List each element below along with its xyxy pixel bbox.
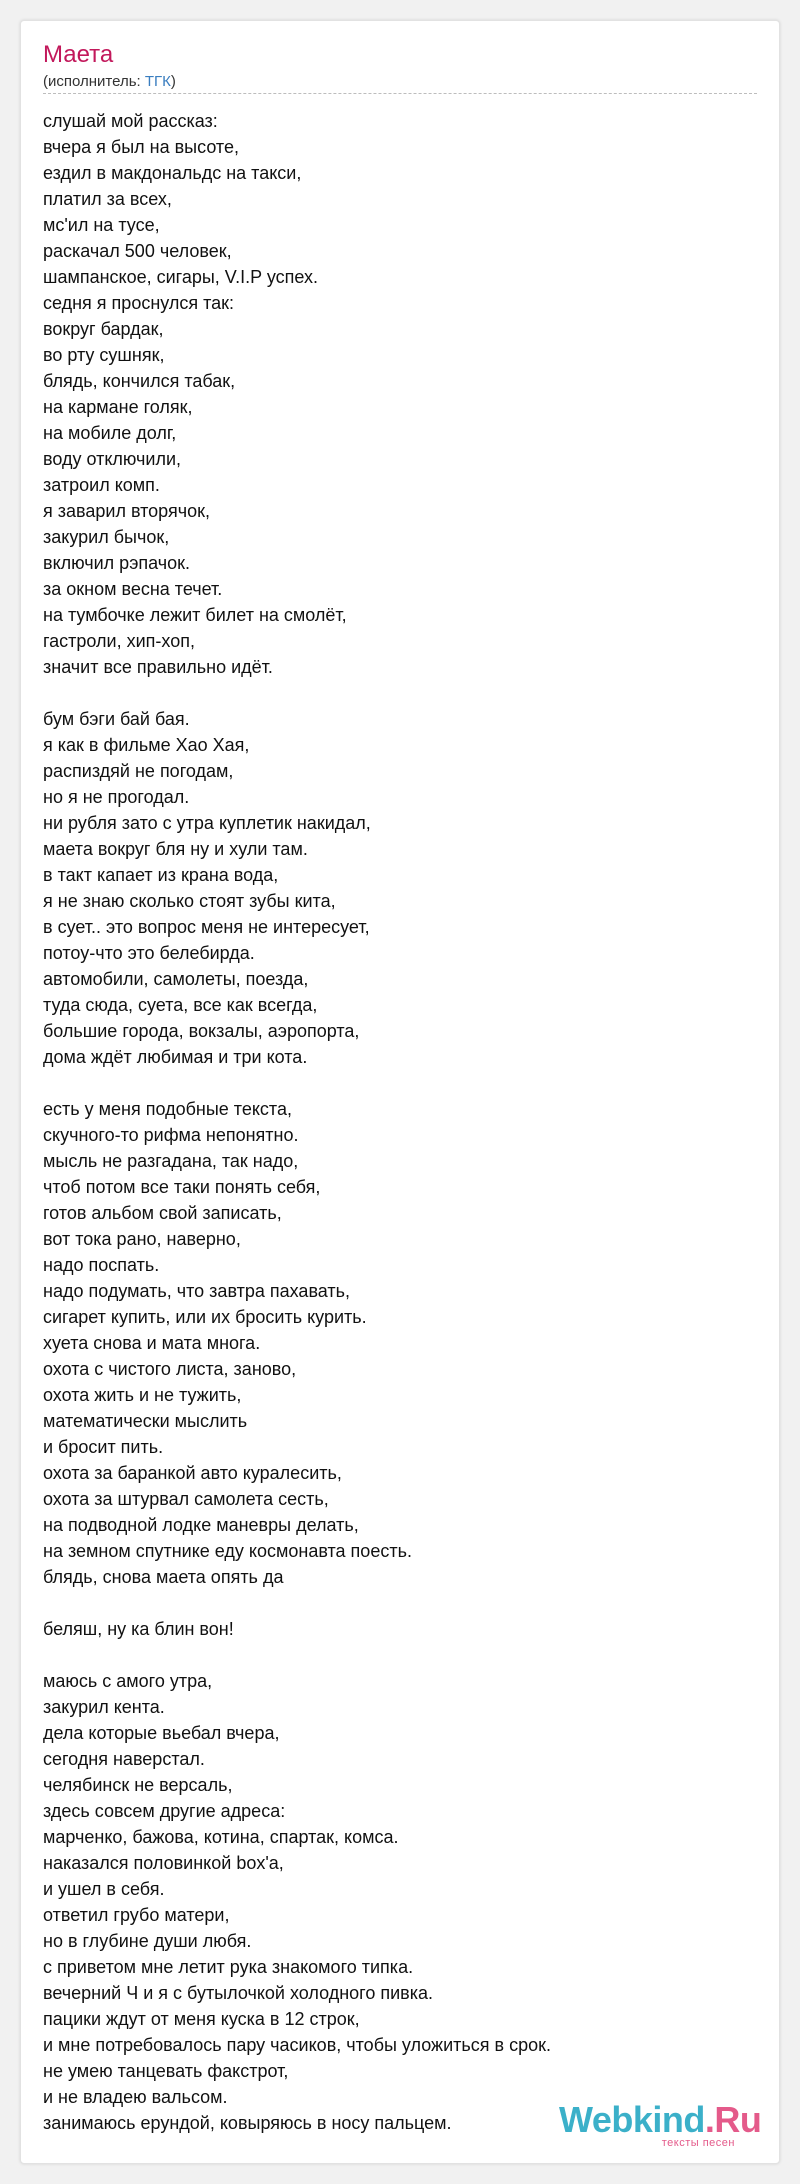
lyrics-line: на подводной лодке маневры делать, [43,1515,359,1535]
lyrics-line: вокруг бардак, [43,319,164,339]
lyrics-line: скучного-то рифма непонятно. [43,1125,299,1145]
lyrics-line: ни рубля зато с утра куплетик накидал, [43,813,371,833]
lyrics-line: большие города, вокзалы, аэропорта, [43,1021,360,1041]
lyrics-line: я как в фильме Хао Хая, [43,735,250,755]
lyrics-line: есть у меня подобные текста, [43,1099,292,1119]
lyrics-stanza [43,706,743,1070]
lyrics-line: ездил в макдональдс на такси, [43,163,302,183]
lyrics-stanza [43,108,743,680]
lyrics-line: и мне потребовалось пару часиков, чтобы уложиться в срок. [43,2035,551,2055]
webkind-logo [559,2099,762,2157]
lyrics-line: шампанское, сигары, V.I.P успех. [43,267,319,287]
lyrics-line: но я не прогодал. [43,787,190,807]
lyrics-line: дома ждёт любимая и три кота. [43,1047,308,1067]
lyrics-line: надо подумать, что завтра пахавать, [43,1281,351,1301]
lyrics-line: седня я проснулся так: [43,293,235,313]
lyrics-line: сигарет купить, или их бросить курить. [43,1307,367,1327]
lyrics-line: закурил кента. [43,1697,165,1717]
lyrics-line: ответил грубо матери, [43,1905,230,1925]
lyrics-line: занимаюсь ерундой, ковыряюсь в носу пальцем. [43,2113,452,2133]
lyrics-line: мысль не разгадана, так надо, [43,1151,299,1171]
lyrics-line: в сует.. это вопрос меня не интересует, [43,917,370,937]
lyrics-line: и ушел в себя. [43,1879,165,1899]
lyrics-line: чтоб потом все таки понять себя, [43,1177,321,1197]
lyrics-line: распиздяй не погодам, [43,761,234,781]
lyrics-line: охота жить и не тужить, [43,1385,242,1405]
lyrics-line: но в глубине души любя. [43,1931,252,1951]
lyrics-line: вчера я был на высоте, [43,137,239,157]
lyrics-line: с приветом мне летит рука знакомого типка. [43,1957,414,1977]
lyrics-line: охота с чистого листа, заново, [43,1359,297,1379]
lyrics-line: хуета снова и мата многа. [43,1333,261,1353]
lyrics-line: автомобили, самолеты, поезда, [43,969,309,989]
lyrics-line: потоу-что это белебирда. [43,943,255,963]
performer-line [43,73,176,91]
lyrics-line: на кармане голяк, [43,397,193,417]
lyrics-line: не умею танцевать факстрот, [43,2061,289,2081]
lyrics-line: закурил бычок, [43,527,170,547]
lyrics-line: блядь, снова маета опять да [43,1567,284,1587]
lyrics-line: маюсь с амого утра, [43,1671,213,1691]
lyrics-line: вечерний Ч и я с бутылочкой холодного пивка. [43,1983,433,2003]
logo-wordmark [559,2099,761,2141]
logo-tld: .Ru [704,2099,762,2140]
performer-prefix: (исполнитель: [43,73,145,90]
lyrics-line: охота за штурвал самолета сесть, [43,1489,329,1509]
lyrics-line: математически мыслить [43,1411,248,1431]
lyrics-line: слушай мой рассказ: [43,111,218,131]
lyrics-line: во рту сушняк, [43,345,165,365]
lyrics-card [20,20,780,2164]
lyrics-line: значит все правильно идёт. [43,657,273,677]
lyrics-line: наказался половинкой box'a, [43,1853,284,1873]
lyrics-line: на тумбочке лежит билет на смолёт, [43,605,347,625]
lyrics-line: за окном весна течет. [43,579,223,599]
lyrics-line: готов альбом свой записать, [43,1203,282,1223]
lyrics-line: челябинск не версаль, [43,1775,233,1795]
lyrics-line: здесь совсем другие адреса: [43,1801,286,1821]
lyrics-line: дела которые вьебал вчера, [43,1723,280,1743]
performer-suffix: ) [170,73,176,90]
lyrics-line: вот тока рано, наверно, [43,1229,241,1249]
lyrics-line: надо поспать. [43,1255,160,1275]
lyrics-line: марченко, бажова, котина, спартак, комса. [43,1827,399,1847]
lyrics-line: мс'ил на тусе, [43,215,160,235]
logo-tagline: тексты песен [661,2137,735,2149]
lyrics-line: в такт капает из крана вода, [43,865,279,885]
lyrics-line: включил рэпачок. [43,553,191,573]
lyrics-line: затроил комп. [43,475,160,495]
lyrics-line: маета вокруг бля ну и хули там. [43,839,308,859]
lyrics-line: охота за баранкой авто куралесить, [43,1463,342,1483]
lyrics-stanza [43,1616,743,1642]
lyrics-line: на земном спутнике еду космонавта поесть. [43,1541,412,1561]
lyrics-line: блядь, кончился табак, [43,371,236,391]
lyrics-line: и не владею вальсом. [43,2087,228,2107]
lyrics-line: на мобиле долг, [43,423,177,443]
song-title: Маета [43,41,114,68]
title-divider [43,93,757,94]
lyrics-stanza [43,1668,743,2136]
lyrics-line: сегодня наверстал. [43,1749,205,1769]
lyrics-line: я заварил вторячок, [43,501,210,521]
lyrics-line: беляш, ну ка блин вон! [43,1619,234,1639]
lyrics-stanza [43,1096,743,1590]
lyrics-line: и бросит пить. [43,1437,164,1457]
lyrics-line: воду отключили, [43,449,182,469]
performer-link[interactable]: ТГК [144,73,171,90]
lyrics-line: пацики ждут от меня куска в 12 строк, [43,2009,360,2029]
lyrics-line: платил за всех, [43,189,172,209]
lyrics-line: туда сюда, суета, все как всегда, [43,995,318,1015]
lyrics-line: раскачал 500 человек, [43,241,232,261]
lyrics-line: гастроли, хип-хоп, [43,631,195,651]
logo-brand: Webkind [559,2099,705,2140]
lyrics-line: бум бэги бай бая. [43,709,190,729]
lyrics-line: я не знаю сколько стоят зубы кита, [43,891,336,911]
lyrics-body [43,108,743,2136]
